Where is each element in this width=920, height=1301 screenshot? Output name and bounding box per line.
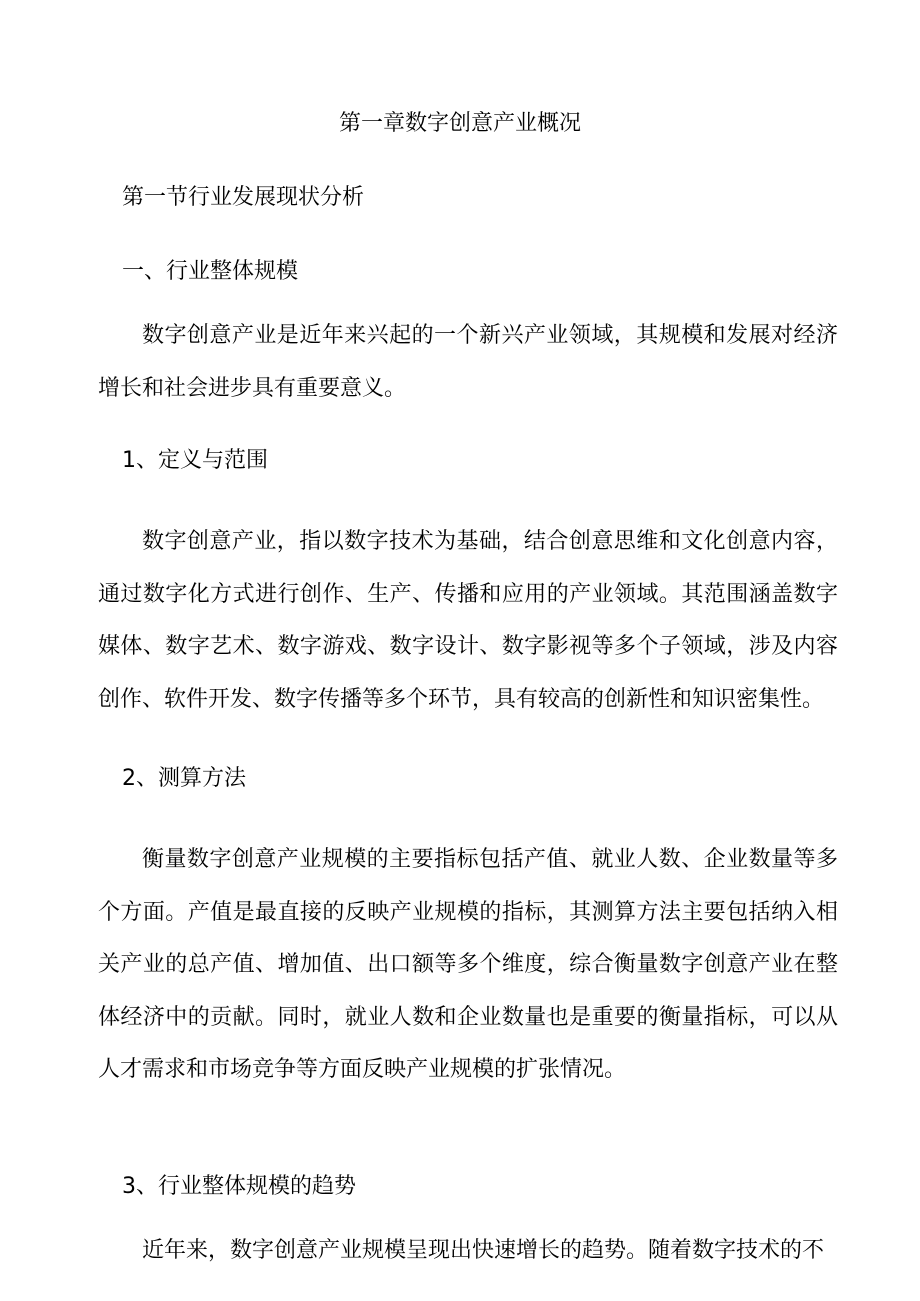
chapter-title: 第一章数字创意产业概况 — [338, 111, 581, 136]
section-title: 第一节行业发展现状分析 — [122, 185, 365, 210]
subsection-heading: 一、行业整体规模 — [122, 259, 299, 284]
trend-paragraph: 近年来，数字创意产业规模呈现出快速增长的趋势。随着数字技术的不 — [142, 1238, 825, 1263]
intro-paragraph: 数字创意产业是近年来兴起的一个新兴产业领域，其规模和发展对经济增长和社会进步具有重要意义。 — [98, 323, 838, 401]
item-heading-method: 2、测算方法 — [122, 766, 246, 791]
item-heading-trend: 3、行业整体规模的趋势 — [122, 1174, 356, 1199]
method-paragraph: 衡量数字创意产业规模的主要指标包括产值、就业人数、企业数量等多个方面。产值是最直接的反映产业规模的指标，其测算方法主要包括纳入相关产业的总产值、增加值、出口额等多个维度，综合衡量数字创意产业在整体经济中的贡献。同时，就业人数和企业数量也是重要的衡量指标，可以从人才需求和市场竞争等方面反映产业规模的扩张情况。 — [98, 847, 838, 1083]
item-heading-definition: 1、定义与范围 — [122, 448, 268, 473]
definition-paragraph: 数字创意产业，指以数字技术为基础，结合创意思维和文化创意内容，通过数字化方式进行创作、生产、传播和应用的产业领域。其范围涵盖数字媒体、数字艺术、数字游戏、数字设计、数字影视等多个子领域，涉及内容创作、软件开发、数字传播等多个环节，具有较高的创新性和知识密集性。 — [98, 529, 838, 712]
